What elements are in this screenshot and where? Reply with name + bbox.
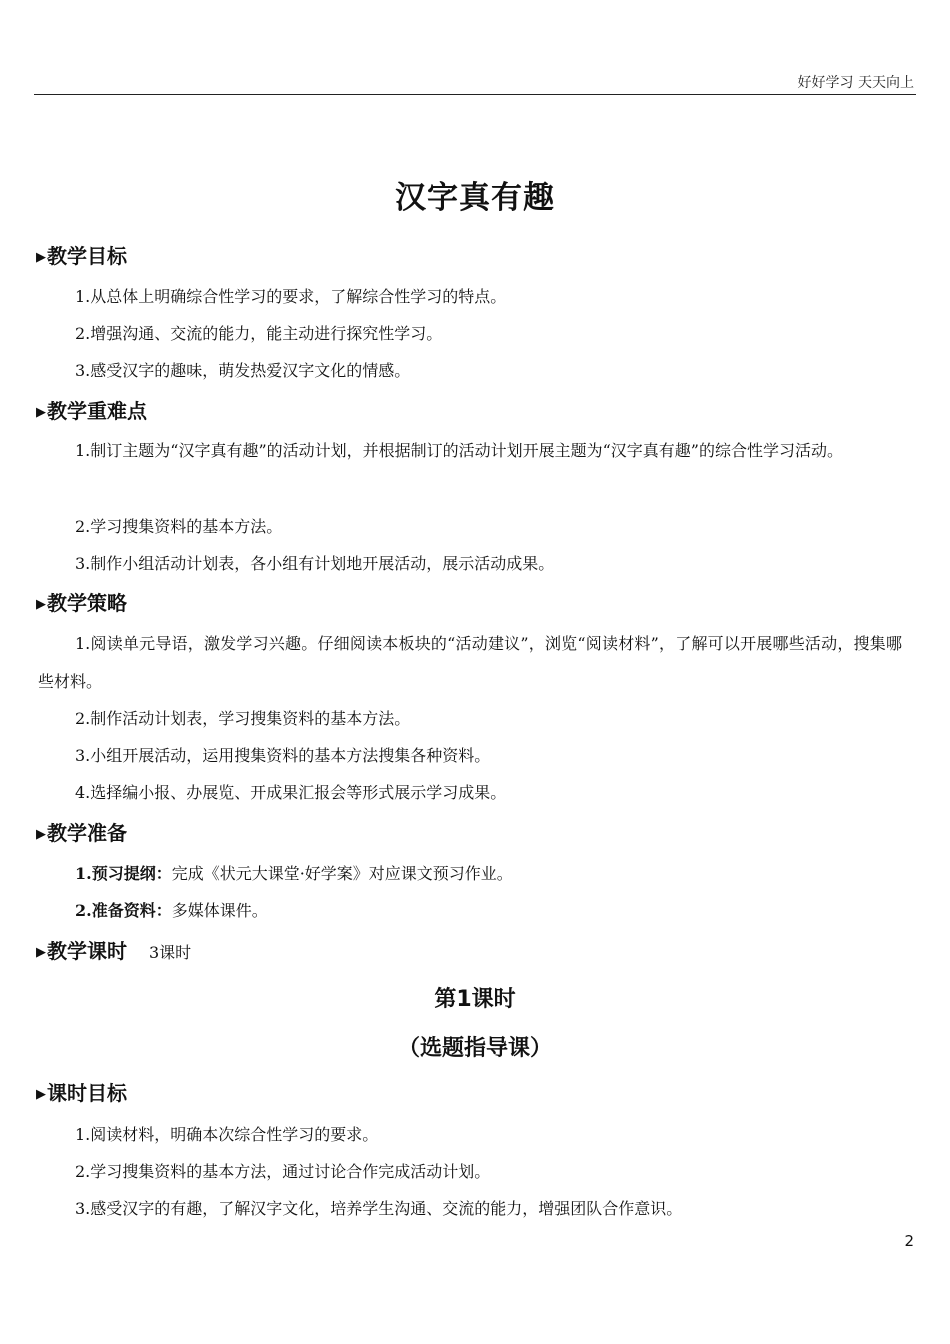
strategy-item: 1.阅读单元导语，激发学习兴趣。仔细阅读本板块的“活动建议”，浏览“阅读材料”，了解可以开展哪些活动，搜集哪些材料。: [38, 634, 902, 691]
preparation-text: 完成《状元大课堂·好学案》对应课文预习作业。: [171, 864, 513, 883]
goal-item: 3.感受汉字的趣味，萌发热爱汉字文化的情感。: [75, 361, 411, 380]
triangle-marker-icon: ▶: [36, 1087, 46, 1102]
preparation-item: [75, 899, 268, 923]
page-header: [34, 70, 916, 95]
section-heading-preparation: ▶教学准备: [36, 821, 127, 845]
preparation-label: 1.预习提纲：: [75, 864, 172, 883]
document-title: 汉字真有趣: [395, 180, 555, 216]
lesson-goal-item: 2.学习搜集资料的基本方法，通过讨论合作完成活动计划。: [75, 1162, 491, 1181]
lesson-subtitle: （选题指导课）: [397, 1036, 552, 1061]
strategy-item: 2.制作活动计划表，学习搜集资料的基本方法。: [75, 709, 411, 728]
keypoint-item: 3.制作小组活动计划表，各小组有计划地开展活动，展示活动成果。: [75, 554, 555, 573]
section-heading-lesson-goals: ▶课时目标: [36, 1081, 127, 1105]
section-heading-strategy: ▶教学策略: [36, 591, 127, 615]
hours-value: 3课时: [149, 943, 192, 962]
preparation-label: 2.准备资料：: [75, 901, 172, 920]
triangle-marker-icon: ▶: [36, 945, 46, 960]
header-slogan: 好好学习 天天向上: [797, 75, 914, 91]
section-heading-hours: ▶教学课时 3课时: [36, 939, 192, 963]
strategy-item: 3.小组开展活动，运用搜集资料的基本方法搜集各种资料。: [75, 746, 491, 765]
goal-item: 1.从总体上明确综合性学习的要求，了解综合性学习的特点。: [75, 287, 507, 306]
lesson-title: 第1课时: [434, 987, 516, 1012]
section-heading-keypoints: ▶教学重难点: [36, 399, 147, 423]
goal-item: 2.增强沟通、交流的能力，能主动进行探究性学习。: [75, 324, 443, 343]
strategy-item: 4.选择编小报、办展览、开成果汇报会等形式展示学习成果。: [75, 783, 507, 802]
keypoint-item: 1.制订主题为“汉字真有趣”的活动计划，并根据制订的活动计划开展主题为“汉字真有趣”的综合性学习活动。: [75, 441, 843, 460]
page-number: 2: [904, 1232, 914, 1250]
triangle-marker-icon: ▶: [36, 250, 46, 265]
keypoint-item: 2.学习搜集资料的基本方法。: [75, 517, 283, 536]
lesson-goal-item: 1.阅读材料，明确本次综合性学习的要求。: [75, 1125, 379, 1144]
preparation-item: [75, 862, 513, 886]
triangle-marker-icon: ▶: [36, 405, 46, 420]
preparation-text: 多媒体课件。: [171, 901, 268, 920]
section-heading-goals: ▶教学目标: [36, 244, 127, 268]
triangle-marker-icon: ▶: [36, 827, 46, 842]
triangle-marker-icon: ▶: [36, 597, 46, 612]
lesson-goal-item: 3.感受汉字的有趣，了解汉字文化，培养学生沟通、交流的能力，增强团队合作意识。: [75, 1199, 683, 1218]
